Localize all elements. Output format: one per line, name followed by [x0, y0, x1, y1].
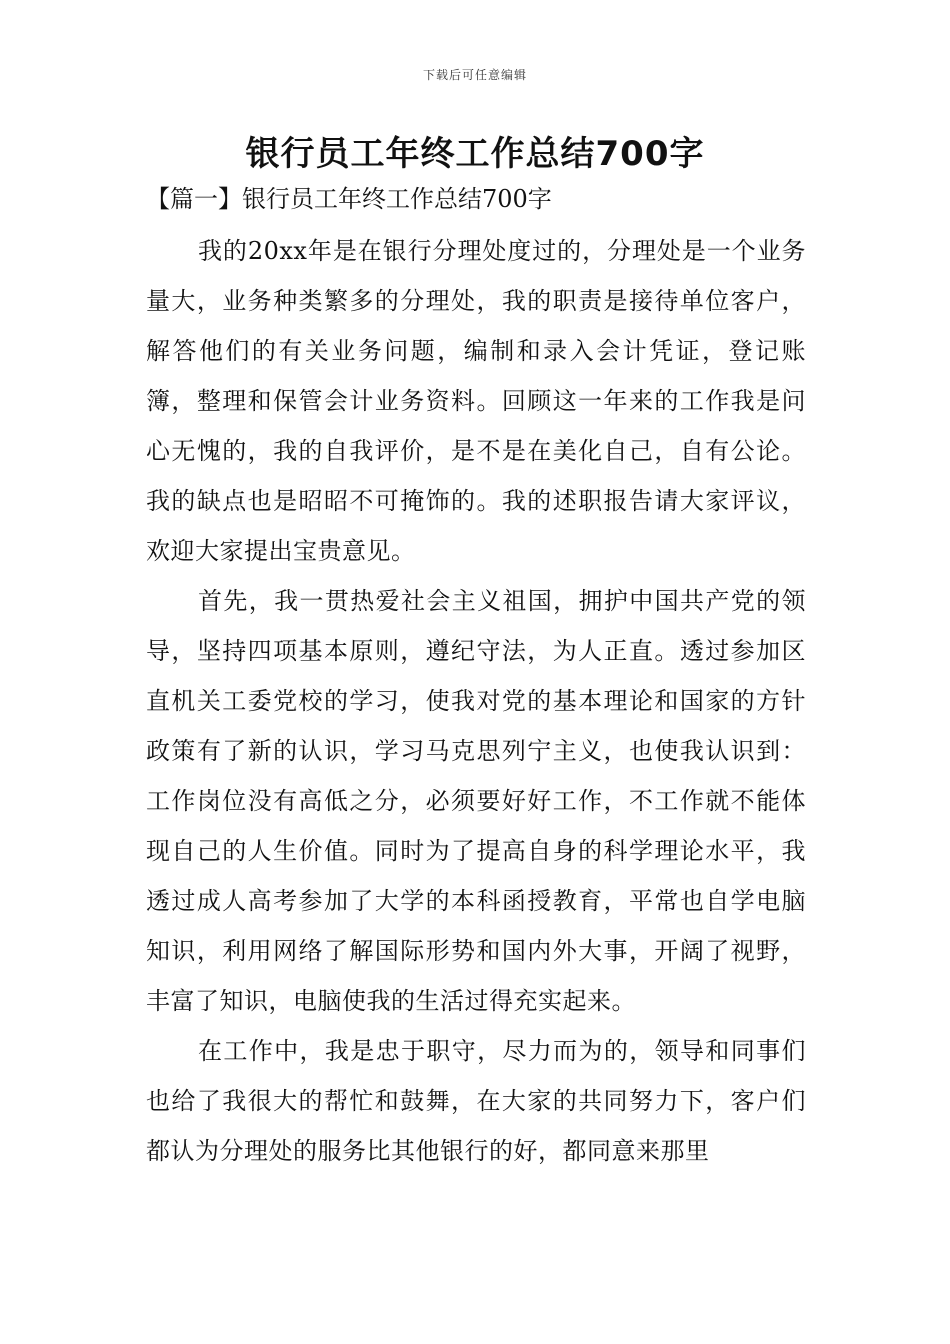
paragraph-1: 我的20xx年是在银行分理处度过的，分理处是一个业务量大，业务种类繁多的分理处，我的职责是接待单位客户，解答他们的有关业务问题，编制和录入会计凭证，登记账簿，整理和保管会计业务资料。回顾这一年来的工作我是问心无愧的，我的自我评价，是不是在美化自己，自有公论。我的缺点也是昭昭不可掩饰的。我的述职报告请大家评议，欢迎大家提出宝贵意见。 — [146, 237, 806, 565]
document-title: 银行员工年终工作总结700字 — [245, 134, 705, 174]
document-body — [146, 180, 806, 1176]
page-header-note: 下载后可任意编辑 — [422, 68, 527, 82]
paragraph-2: 首先，我一贯热爱社会主义祖国，拥护中国共产党的领导，坚持四项基本原则，遵纪守法，为人正直。透过参加区直机关工委党校的学习，使我对党的基本理论和国家的方针政策有了新的认识，学习马克思列宁主义，也使我认识到：工作岗位没有高低之分，必须要好好工作，不工作就不能体现自己的人生价值。同时为了提高自身的科学理论水平，我透过成人高考参加了大学的本科函授教育，平常也自学电脑知识，利用网络了解国际形势和国内外大事，开阔了视野，丰富了知识，电脑使我的生活过得充实起来。 — [146, 587, 806, 1015]
section-heading: 【篇一】银行员工年终工作总结700字 — [146, 185, 552, 213]
paragraph-3: 在工作中，我是忠于职守，尽力而为的，领导和同事们也给了我很大的帮忙和鼓舞，在大家的共同努力下，客户们都认为分理处的服务比其他银行的好，都同意来那里 — [146, 1037, 806, 1165]
